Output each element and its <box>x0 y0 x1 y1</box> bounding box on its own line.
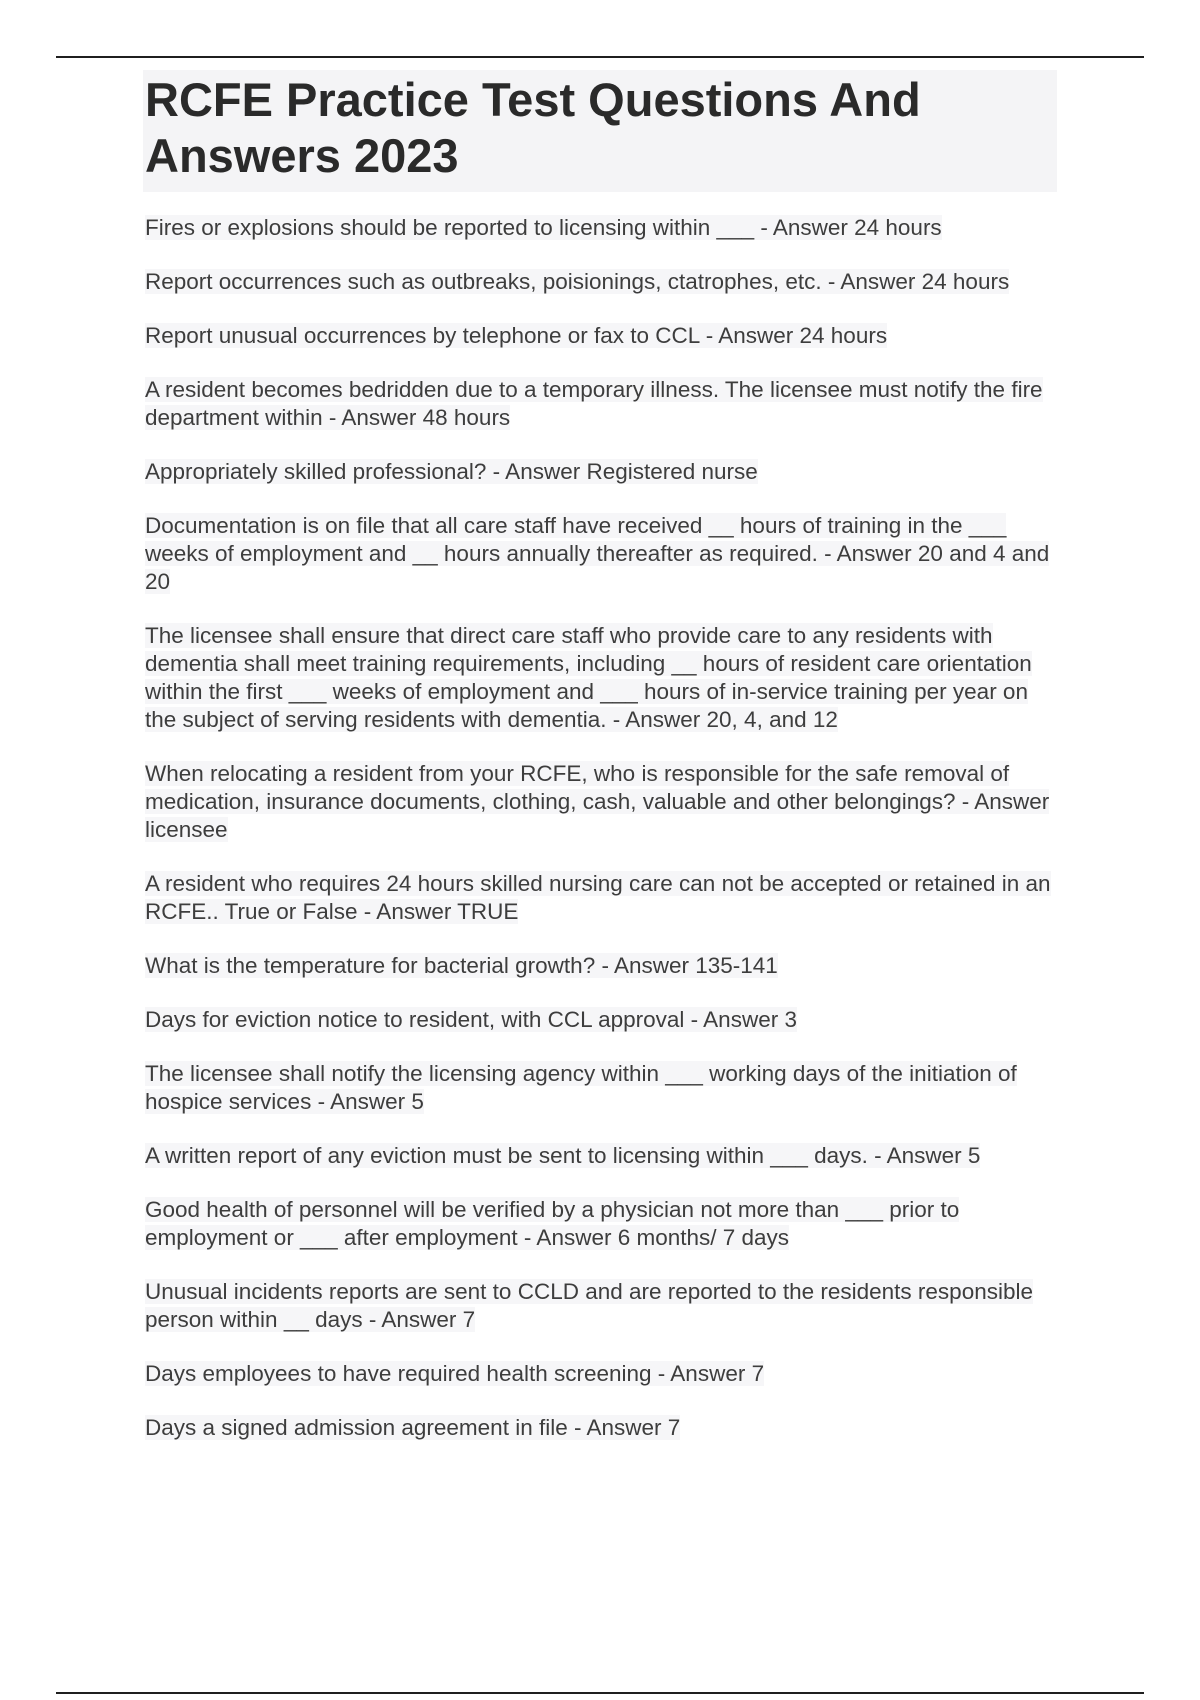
qa-item: A written report of any eviction must be sent to licensing within ___ days. - Answer 5 <box>145 1143 981 1168</box>
title-block <box>143 70 1057 192</box>
qa-item: Days employees to have required health screening - Answer 7 <box>145 1361 765 1386</box>
qa-list <box>145 214 1057 1442</box>
qa-item: Fires or explosions should be reported to licensing within ___ - Answer 24 hours <box>145 215 942 240</box>
qa-item: What is the temperature for bacterial growth? - Answer 135-141 <box>145 953 778 978</box>
qa-item: Days a signed admission agreement in file - Answer 7 <box>145 1415 681 1440</box>
qa-item: Report occurrences such as outbreaks, poisionings, ctatrophes, etc. - Answer 24 hours <box>145 269 1010 294</box>
qa-item: Unusual incidents reports are sent to CCLD and are reported to the residents responsible person within __ days - Answer 7 <box>145 1279 1033 1332</box>
bottom-rule <box>56 1692 1144 1694</box>
qa-item: When relocating a resident from your RCFE, who is responsible for the safe removal of medication, insurance documents, clothing, cash, valuable and other belongings? - Answer licensee <box>145 761 1050 842</box>
qa-item: Report unusual occurrences by telephone or fax to CCL - Answer 24 hours <box>145 323 888 348</box>
document-page <box>145 70 1057 1468</box>
qa-item: Good health of personnel will be verified by a physician not more than ___ prior to employment or ___ after employment - Answer 6 months/ 7 days <box>145 1197 960 1250</box>
qa-item: A resident becomes bedridden due to a temporary illness. The licensee must notify the fire department within - Answer 48 hours <box>145 377 1043 430</box>
qa-item: Documentation is on file that all care staff have received __ hours of training in the ___ weeks of employment and __ hours annually thereafter as required. - Answer 20 and 4 and 20 <box>145 513 1050 594</box>
document-title: RCFE Practice Test Questions And Answers 2023 <box>145 73 921 182</box>
qa-item: A resident who requires 24 hours skilled nursing care can not be accepted or retained in an RCFE.. True or False - Answer TRUE <box>145 871 1051 924</box>
qa-item: Appropriately skilled professional? - Answer Registered nurse <box>145 459 758 484</box>
qa-item: Days for eviction notice to resident, with CCL approval - Answer 3 <box>145 1007 797 1032</box>
top-rule <box>56 56 1144 58</box>
qa-item: The licensee shall notify the licensing agency within ___ working days of the initiation of hospice services - Answer 5 <box>145 1061 1017 1114</box>
qa-item: The licensee shall ensure that direct care staff who provide care to any residents with dementia shall meet training requirements, including __ hours of resident care orientation within the first ___ weeks of employment and ___ hours of in-service training per year on the subject of serving residents with dementia. - Answer 20, 4, and 12 <box>145 623 1032 732</box>
